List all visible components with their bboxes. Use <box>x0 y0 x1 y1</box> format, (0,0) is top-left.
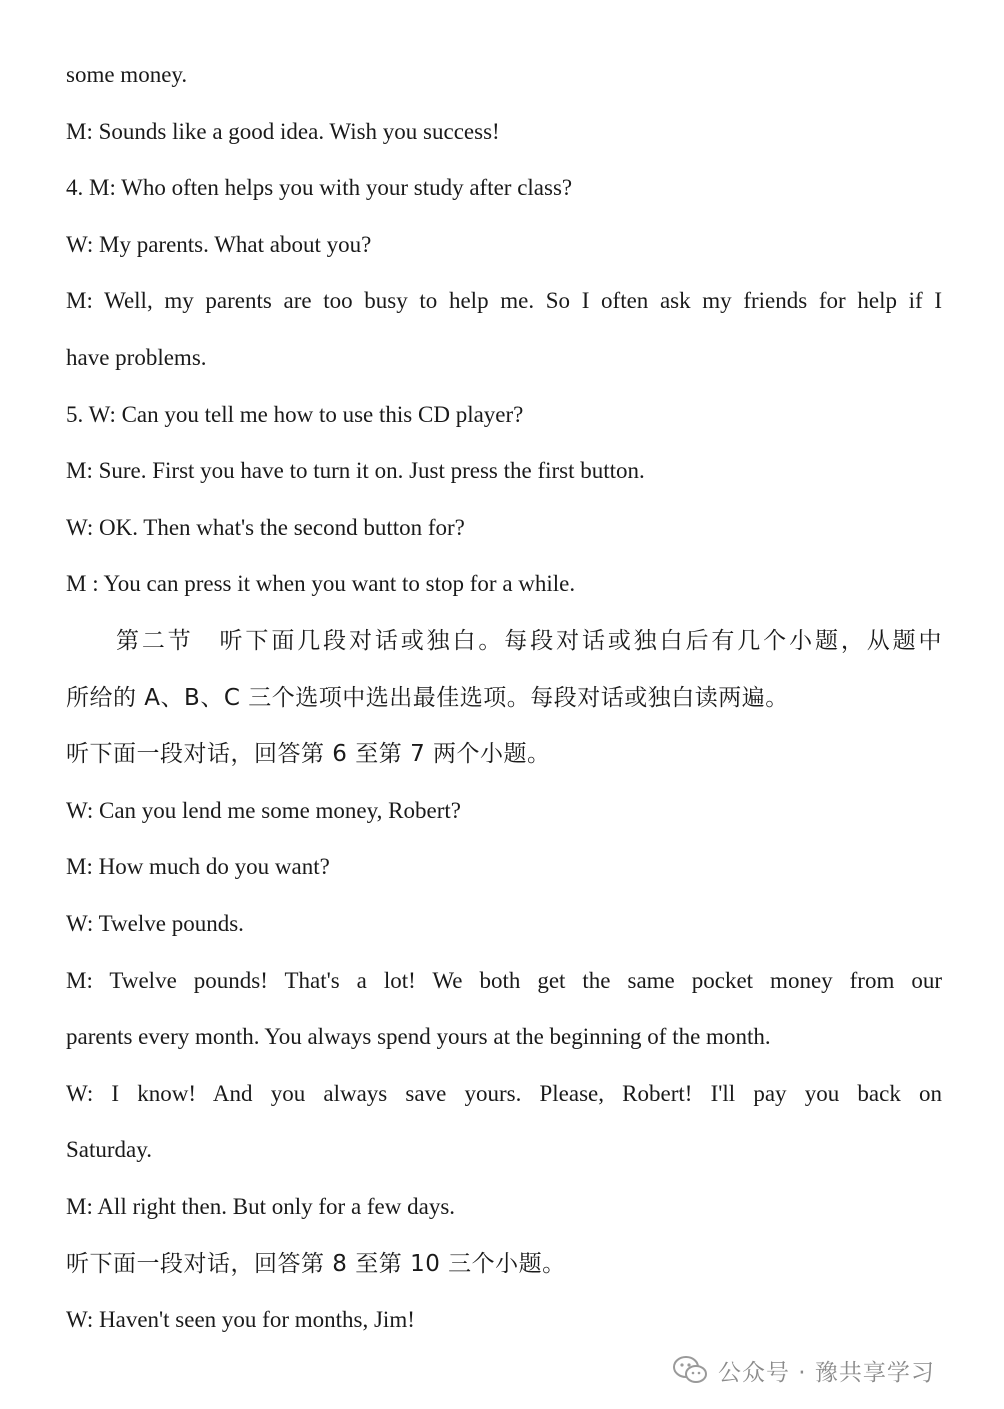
text-line: M: Twelve pounds! That's a lot! We both get the same pocket money from our <box>66 968 942 993</box>
text-line: M: How much do you want? <box>66 854 330 879</box>
text-line: M: Sounds like a good idea. Wish you success! <box>66 119 500 144</box>
text-line: 5. W: Can you tell me how to use this CD player? <box>66 402 524 427</box>
watermark <box>672 1350 935 1390</box>
section-instruction: 所给的 A、B、C 三个选项中选出最佳选项。每段对话或独白读两遍。 <box>66 685 789 711</box>
text-line: W: I know! And you always save yours. Please, Robert! I'll pay you back on <box>66 1081 942 1106</box>
wechat-icon <box>672 1355 708 1385</box>
text-line: W: Haven't seen you for months, Jim! <box>66 1307 415 1332</box>
text-line: M: Sure. First you have to turn it on. Just press the first button. <box>66 458 645 483</box>
watermark-text: 公众号 · 豫共享学习 <box>718 1359 935 1386</box>
text-line: parents every month. You always spend yours at the beginning of the month. <box>66 1024 771 1049</box>
text-line: W: Can you lend me some money, Robert? <box>66 798 461 823</box>
text-line: some money. <box>66 62 188 87</box>
question-instruction: 听下面一段对话，回答第 8 至第 10 三个小题。 <box>66 1251 566 1277</box>
text-line: M : You can press it when you want to stop for a while. <box>66 571 576 596</box>
text-line: Saturday. <box>66 1137 153 1162</box>
text-line: W: My parents. What about you? <box>66 232 372 257</box>
text-line: W: OK. Then what's the second button for? <box>66 515 465 540</box>
section-heading: 第二节 听下面几段对话或独白。每段对话或独白后有几个小题，从题中 <box>116 628 942 654</box>
text-line: W: Twelve pounds. <box>66 911 244 936</box>
text-line: 4. M: Who often helps you with your study after class? <box>66 175 573 200</box>
text-line: have problems. <box>66 345 207 370</box>
question-instruction: 听下面一段对话，回答第 6 至第 7 两个小题。 <box>66 741 551 767</box>
text-line: M: All right then. But only for a few days. <box>66 1194 456 1219</box>
text-line: M: Well, my parents are too busy to help me. So I often ask my friends for help if I <box>66 288 942 313</box>
